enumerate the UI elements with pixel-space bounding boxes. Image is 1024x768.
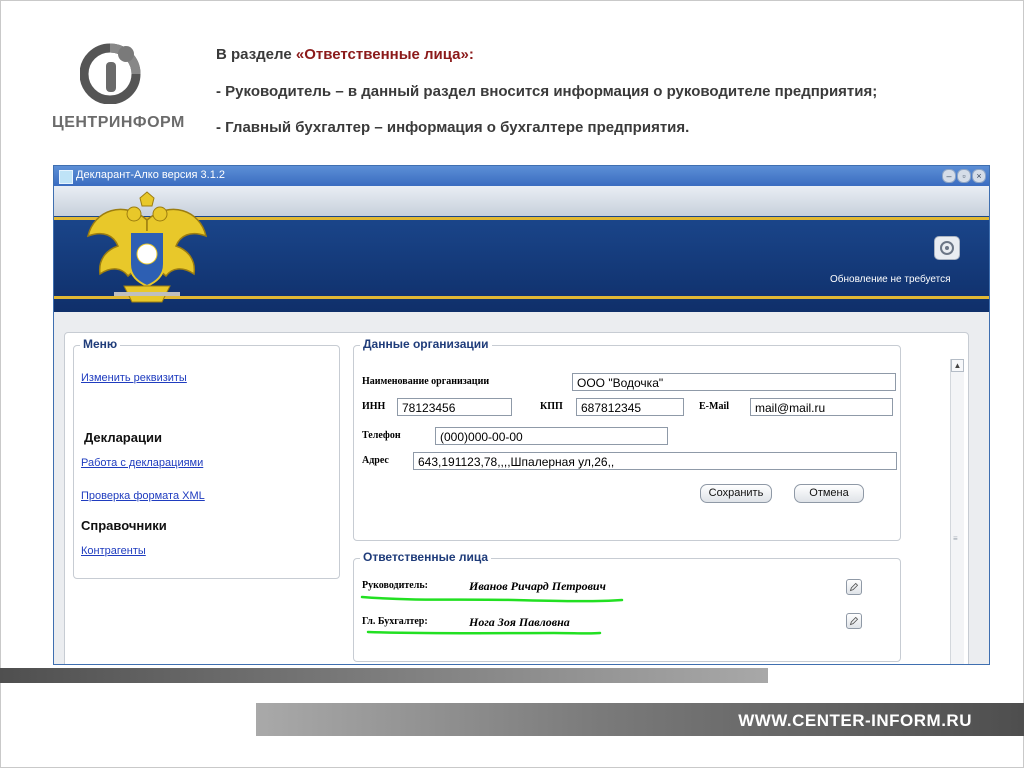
app-window <box>53 165 990 665</box>
app-icon <box>59 170 73 184</box>
footer-site-url[interactable]: WWW.CENTER-INFORM.RU <box>738 711 972 730</box>
address-label: Адрес <box>362 455 389 466</box>
email-field[interactable]: mail@mail.ru <box>750 398 893 416</box>
update-status: Обновление не требуется <box>830 274 951 285</box>
inn-label: ИНН <box>362 401 386 412</box>
cancel-button[interactable]: Отмена <box>794 484 864 503</box>
inn-field[interactable]: 78123456 <box>397 398 512 416</box>
menu-title: Меню <box>80 337 120 351</box>
declarations-heading: Декларации <box>84 430 162 445</box>
scroll-grip-icon[interactable]: ≡ <box>953 534 958 543</box>
org-title: Данные организации <box>360 337 492 351</box>
responsible-title: Ответственные лица <box>360 550 491 564</box>
counterparties-link[interactable]: Контрагенты <box>81 545 146 557</box>
window-title: Декларант-Алко версия 3.1.2 <box>76 169 225 181</box>
change-requisites-link[interactable]: Изменить реквизиты <box>81 372 187 384</box>
centrinform-logo <box>48 38 184 138</box>
kpp-field[interactable]: 687812345 <box>576 398 684 416</box>
footer-bar-top <box>0 668 768 683</box>
highlight-underlines <box>354 559 900 661</box>
pencil-icon <box>847 580 861 594</box>
main-panel <box>64 332 969 665</box>
footer-bar-bottom <box>256 703 1024 736</box>
org-fieldset <box>353 337 901 541</box>
references-heading: Справочники <box>81 518 167 533</box>
edit-accountant-button[interactable] <box>846 613 862 629</box>
settings-gear-icon[interactable] <box>934 236 960 260</box>
email-label: E-Mail <box>699 401 729 412</box>
vertical-scrollbar[interactable] <box>950 359 964 665</box>
org-name-field[interactable]: ООО "Водочка" <box>572 373 896 391</box>
address-field[interactable]: 643,191123,78,,,,Шпалерная ул,26,, <box>413 452 897 470</box>
bullet-head: - Руководитель – в данный раздел вносится информация о руководителе предприятия; <box>216 83 878 100</box>
head-value: Иванов Ричард Петрович <box>469 579 606 593</box>
minimize-button[interactable]: – <box>942 169 956 183</box>
content-area <box>54 312 989 664</box>
check-xml-link[interactable]: Проверка формата XML <box>81 490 205 502</box>
head-label: Руководитель: <box>362 580 428 591</box>
phone-label: Телефон <box>362 430 401 441</box>
scroll-up-icon[interactable]: ▲ <box>951 359 964 372</box>
intro-prefix: В разделе <box>216 46 296 63</box>
bullet-accountant: - Главный бухгалтер – информация о бухгалтере предприятия. <box>216 119 690 136</box>
accountant-value: Нога Зоя Павловна <box>469 615 570 629</box>
intro-heading <box>216 46 474 63</box>
restore-button[interactable]: ▫ <box>957 169 971 183</box>
intro-accent: «Ответственные лица»: <box>295 46 474 63</box>
logo-text: ЦЕНТРИНФОРМ <box>52 114 185 131</box>
edit-head-button[interactable] <box>846 579 862 595</box>
save-button[interactable]: Сохранить <box>700 484 772 503</box>
phone-field[interactable]: (000)000-00-00 <box>435 427 668 445</box>
accountant-label: Гл. Бухгалтер: <box>362 616 428 627</box>
responsible-fieldset <box>353 550 901 662</box>
window-titlebar[interactable] <box>54 166 989 186</box>
logo-mark-icon <box>80 38 144 104</box>
app-banner <box>54 186 989 312</box>
org-name-label: Наименование организации <box>362 376 490 387</box>
close-button[interactable]: × <box>972 169 986 183</box>
work-with-declarations-link[interactable]: Работа с декларациями <box>81 457 204 469</box>
coat-of-arms-icon <box>84 190 210 314</box>
kpp-label: КПП <box>540 401 563 412</box>
pencil-icon <box>847 614 861 628</box>
menu-fieldset <box>73 337 340 579</box>
